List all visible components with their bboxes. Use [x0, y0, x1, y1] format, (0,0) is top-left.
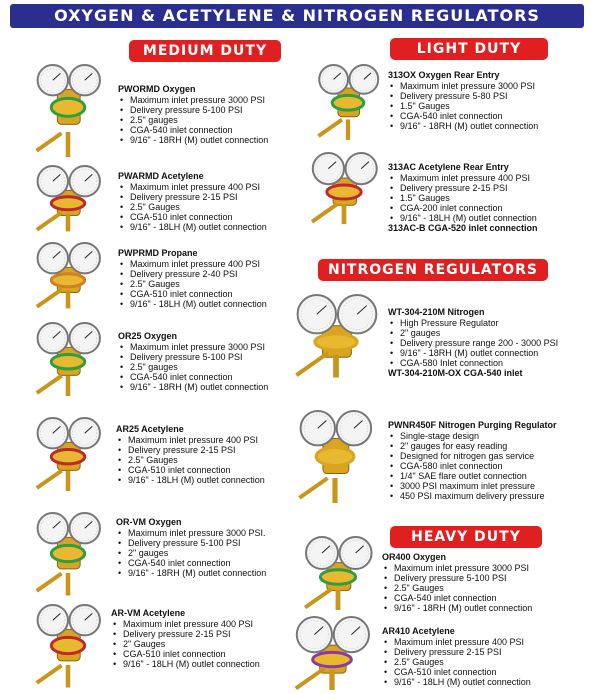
- regulator-image: [30, 320, 106, 400]
- inlet-nut: [36, 288, 63, 309]
- spec-item: • CGA-510 inlet connection: [111, 649, 286, 659]
- adjust-stem: [66, 471, 71, 491]
- spec-item: • 3000 PSI maximum inlet pressure: [388, 481, 593, 491]
- spec-item: • Delivery pressure 2-15 PSI: [388, 183, 593, 193]
- pressure-gauge: [70, 605, 100, 635]
- page-title-banner: OXYGEN & ACETYLENE & NITROGEN REGULATORS: [10, 4, 584, 28]
- bonnet: [51, 355, 84, 369]
- spec-item: • 9/16" - 18RH (M) outlet connection: [116, 568, 291, 578]
- adjust-stem: [329, 670, 334, 690]
- spec-item: • CGA-540 inlet connection: [116, 558, 291, 568]
- section-light-duty: LIGHT DUTY: [390, 38, 548, 60]
- spec-item: • Delivery pressure 5-100 PSI: [382, 573, 587, 583]
- spec-item: • 2" gauges for easy reading: [388, 441, 593, 451]
- spec-list: [388, 431, 593, 501]
- spec-item: • Delivery pressure 5-100 PSI: [118, 352, 293, 362]
- spec-item: • Delivery pressure 2-15 PSI: [116, 445, 291, 455]
- spec-item: • Maximum inlet pressure 400 PSI: [111, 619, 286, 629]
- regulator-image: [30, 602, 106, 692]
- spec-item: • Maximum inlet pressure 3000 PSI: [388, 81, 593, 91]
- spec-item: • Maximum inlet pressure 400 PSI: [382, 637, 587, 647]
- spec-item: • 1.5" Gauges: [388, 193, 593, 203]
- adjust-stem: [342, 205, 347, 225]
- regulator-image: [30, 240, 106, 312]
- pressure-gauge: [301, 411, 335, 445]
- adjust-stem: [333, 355, 339, 378]
- product-title: OR25 Oxygen: [118, 331, 178, 341]
- pressure-gauge: [38, 605, 68, 635]
- product-title: OR-VM Oxygen: [116, 517, 182, 527]
- spec-item: • 2" gauges: [388, 328, 568, 338]
- regulator-image: [288, 292, 384, 382]
- bonnet: [51, 274, 84, 287]
- bonnet: [332, 95, 364, 110]
- spec-list: [118, 95, 293, 145]
- spec-item: • 2.5" Gauges: [118, 279, 293, 289]
- spec-list: [388, 173, 593, 223]
- product-block: [382, 552, 587, 613]
- product-block: [388, 420, 593, 501]
- pressure-gauge: [70, 243, 100, 273]
- inlet-nut: [295, 352, 329, 377]
- spec-item: • Maximum inlet pressure 400 PSI: [116, 435, 291, 445]
- adjust-stem: [66, 573, 71, 596]
- regulator-image: [30, 163, 106, 235]
- product-block: [388, 307, 568, 378]
- spec-item: • Maximum inlet pressure 3000 PSI.: [116, 528, 291, 538]
- spec-item: • Delivery pressure 5-80 PSI: [388, 91, 593, 101]
- adjust-stem: [66, 290, 71, 308]
- spec-list: [118, 342, 293, 392]
- product-block: [116, 424, 291, 485]
- pressure-gauge: [349, 65, 378, 94]
- pressure-gauge: [38, 513, 68, 543]
- spec-item: • CGA-510 inlet connection: [118, 212, 293, 222]
- spec-item: • CGA-580 Inlet connection: [388, 358, 568, 368]
- bonnet: [320, 570, 355, 584]
- product-block: [382, 626, 587, 687]
- spec-item: • CGA-580 inlet connection: [388, 461, 593, 471]
- pressure-gauge: [70, 323, 100, 353]
- inlet-nut: [36, 469, 63, 490]
- inlet-nut: [36, 572, 63, 593]
- adjust-stem: [332, 478, 337, 503]
- regulator-image: [312, 62, 384, 144]
- inlet-nut: [36, 374, 63, 395]
- adjust-stem: [66, 213, 71, 231]
- bonnet: [51, 450, 84, 464]
- regulator-image: [292, 408, 378, 508]
- spec-item: • Single-stage design: [388, 431, 593, 441]
- spec-item: • 2" gauges: [116, 548, 291, 558]
- spec-item: • 2.5" Gauges: [382, 583, 587, 593]
- spec-item: • High Pressure Regulator: [388, 318, 568, 328]
- spec-item: • 2" Gauges: [111, 639, 286, 649]
- product-block: [118, 171, 293, 232]
- spec-item: • Delivery pressure 5-100 PSI: [116, 538, 291, 548]
- variant-note: WT-304-210M-OX CGA-540 inlet: [388, 368, 523, 378]
- spec-item: • CGA-540 inlet connection: [382, 593, 587, 603]
- spec-item: • Maximum inlet pressure 400 PSI: [388, 173, 593, 183]
- regulator-image: [30, 62, 106, 162]
- product-title: PWARMD Acetylene: [118, 171, 204, 181]
- spec-item: • 9/16" - 18LH (M) outlet connection: [382, 677, 587, 687]
- spec-list: [118, 182, 293, 232]
- inlet-nut: [298, 476, 328, 499]
- product-title: OR400 Oxygen: [382, 552, 447, 562]
- bonnet: [327, 185, 361, 199]
- spec-item: • 1.5" Gauges: [388, 101, 593, 111]
- spec-item: • 9/16" - 18RH (M) outlet connection: [118, 382, 293, 392]
- product-block: [388, 162, 593, 233]
- spec-item: • Maximum inlet pressure 400 PSI: [118, 182, 293, 192]
- spec-item: • Maximum inlet pressure 3000 PSI: [118, 342, 293, 352]
- variant-note: 313AC-B CGA-520 inlet connection: [388, 223, 538, 233]
- spec-item: • 1/4" SAE flare outlet connection: [388, 471, 593, 481]
- inlet-nut: [317, 118, 343, 138]
- inlet-nut: [304, 588, 333, 610]
- spec-item: • 9/16" - 18LH (M) outlet connection: [118, 222, 293, 232]
- product-title: AR410 Acetylene: [382, 626, 455, 636]
- spec-item: • 9/16" - 18LH (M) outlet connection: [388, 213, 593, 223]
- adjust-stem: [66, 665, 71, 688]
- pressure-gauge: [346, 153, 377, 184]
- adjust-stem: [336, 590, 341, 610]
- spec-item: • 9/16" - 18LH (M) outlet connection: [111, 659, 286, 669]
- product-block: [118, 331, 293, 392]
- section-heavy-duty: HEAVY DUTY: [390, 526, 542, 548]
- pressure-gauge: [38, 418, 68, 448]
- spec-item: • 2.5" Gauges: [382, 657, 587, 667]
- spec-item: • Maximum inlet pressure 400 PSI: [118, 259, 293, 269]
- spec-item: • Delivery pressure 2-40 PSI: [118, 269, 293, 279]
- product-title: PWORMD Oxygen: [118, 84, 196, 94]
- regulator-image: [298, 534, 378, 614]
- spec-item: • 9/16" - 18RH (M) outlet connection: [388, 121, 593, 131]
- spec-item: • 2.5" gauges: [118, 362, 293, 372]
- spec-item: • CGA-510 inlet connection: [116, 465, 291, 475]
- bonnet: [316, 448, 354, 466]
- spec-item: • 9/16" - 18RH (M) outlet connection: [388, 348, 568, 358]
- regulator-image: [30, 510, 106, 600]
- spec-item: • Maximum inlet pressure 3000 PSI: [382, 563, 587, 573]
- product-block: [111, 608, 286, 669]
- inlet-nut: [36, 664, 63, 685]
- spec-item: • CGA-540 inlet connection: [118, 125, 293, 135]
- spec-list: [116, 435, 291, 485]
- product-block: [116, 517, 291, 578]
- bonnet: [51, 637, 84, 653]
- product-block: [118, 84, 293, 145]
- spec-item: • CGA-200 inlet connection: [388, 203, 593, 213]
- spec-list: [118, 259, 293, 309]
- pressure-gauge: [70, 418, 100, 448]
- product-title: PWNR450F Nitrogen Purging Regulator: [388, 420, 557, 430]
- spec-list: [388, 318, 568, 368]
- product-block: [388, 70, 593, 131]
- spec-item: • 2.5" Gauges: [118, 202, 293, 212]
- spec-list: [116, 528, 291, 578]
- inlet-nut: [35, 132, 62, 153]
- inlet-nut: [295, 667, 326, 690]
- spec-item: • Designed for nitrogen gas service: [388, 451, 593, 461]
- product-title: AR25 Acetylene: [116, 424, 184, 434]
- inlet-nut: [311, 202, 339, 223]
- product-title: 313OX Oxygen Rear Entry: [388, 70, 500, 80]
- pressure-gauge: [38, 323, 68, 353]
- spec-list: [382, 563, 587, 613]
- spec-item: • Delivery pressure 5-100 PSI: [118, 105, 293, 115]
- bonnet: [313, 652, 352, 666]
- adjust-stem: [346, 119, 350, 139]
- spec-item: • CGA-540 inlet connection: [388, 111, 593, 121]
- spec-item: • Delivery pressure range 200 - 3000 PSI: [388, 338, 568, 348]
- spec-item: • 450 PSI maximum delivery pressure: [388, 491, 593, 501]
- spec-item: • 9/16" - 18RH (M) outlet connection: [382, 603, 587, 613]
- spec-item: • 2.5" gauges: [118, 115, 293, 125]
- spec-item: • CGA-540 inlet connection: [118, 372, 293, 382]
- spec-item: • Delivery pressure 2-15 PSI: [111, 629, 286, 639]
- pressure-gauge: [313, 153, 344, 184]
- regulator-image: [305, 150, 383, 228]
- pressure-gauge: [338, 295, 376, 333]
- product-title: WT-304-210M Nitrogen: [388, 307, 485, 317]
- bonnet: [51, 197, 84, 210]
- bonnet: [315, 334, 357, 350]
- spec-list: [111, 619, 286, 669]
- pressure-gauge: [298, 295, 336, 333]
- spec-list: [388, 81, 593, 131]
- pressure-gauge: [337, 411, 371, 445]
- spec-item: • Maximum inlet pressure 3000 PSI: [118, 95, 293, 105]
- regulator-image: [30, 415, 106, 495]
- product-title: AR-VM Acetylene: [111, 608, 186, 618]
- spec-item: • CGA-510 inlet connection: [118, 289, 293, 299]
- spec-item: • 9/16" - 18RH (M) outlet connection: [118, 135, 293, 145]
- regulator-image: [288, 614, 376, 694]
- section-nitrogen-regulators: NITROGEN REGULATORS: [318, 259, 548, 281]
- spec-item: • CGA-510 inlet connection: [382, 667, 587, 677]
- inlet-nut: [36, 211, 63, 232]
- spec-item: • 9/16" - 18LH (M) outlet connection: [116, 475, 291, 485]
- spec-list: [382, 637, 587, 687]
- bonnet: [51, 98, 84, 116]
- adjust-stem: [66, 132, 71, 157]
- spec-item: • Delivery pressure 2-15 PSI: [382, 647, 587, 657]
- pressure-gauge: [38, 243, 68, 273]
- product-block: [118, 248, 293, 309]
- spec-item: • 9/16" - 18LH (M) outlet connection: [118, 299, 293, 309]
- spec-item: • 2.5" Gauges: [116, 455, 291, 465]
- bonnet: [51, 545, 84, 561]
- spec-item: • Delivery pressure 2-15 PSI: [118, 192, 293, 202]
- adjust-stem: [66, 376, 71, 396]
- product-title: 313AC Acetylene Rear Entry: [388, 162, 509, 172]
- section-medium-duty: MEDIUM DUTY: [129, 40, 281, 62]
- product-title: PWPRMD Propane: [118, 248, 198, 258]
- pressure-gauge: [70, 513, 100, 543]
